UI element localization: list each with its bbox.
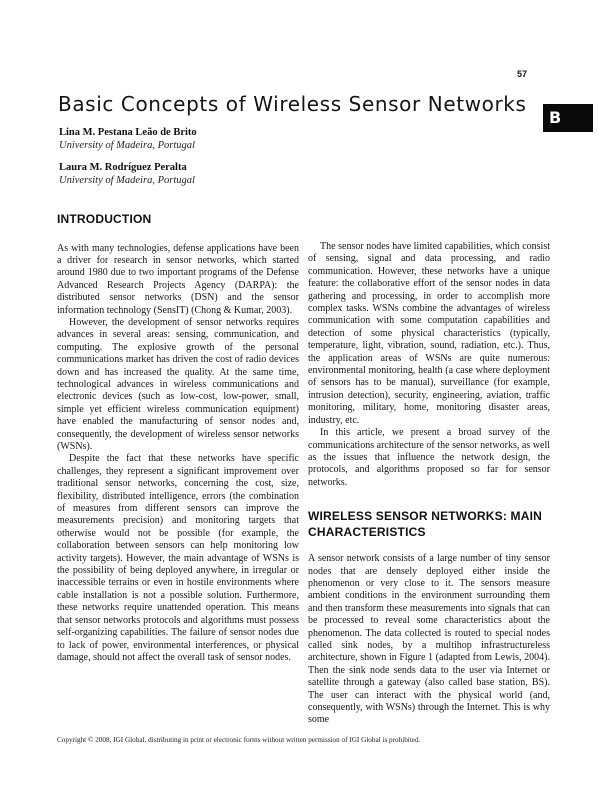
- section-tab-letter: B: [549, 108, 562, 127]
- body-paragraph: In this article, we present a broad survey of the communications architecture of the sensor networks, as well as the issues that influence the network design, the protocols, and algorithms proposed so far for sensor networks.: [308, 427, 550, 488]
- authors-block: [59, 127, 197, 197]
- left-column: [57, 212, 299, 727]
- page-number: 57: [517, 69, 528, 79]
- body-paragraph: However, the development of sensor networks requires advances in several areas: sensing, communication, and computing. The explosive growth of the personal communications market has driven the cost of radio devices down and has increased the quality. At the same time, technological advances in wireless communications and electronic devices (such as low-cost, low-power, small, simple yet efficient wireless communication equipment) have enabled the manufacturing of sensor nodes and, consequently, the development of wireless sensor networks (WSNs).: [57, 316, 299, 452]
- author: [59, 127, 197, 152]
- body-paragraph: Despite the fact that these networks have specific challenges, they represent a significant improvement over traditional sensor networks, concerning the cost, size, flexibility, distributed intelligence, errors (the combination of measures from different sensors can improve the measurements precision) and monitoring targets that otherwise would not be possible (for example, the collaboration between sensors can help monitoring low activity targets). However, the main advantage of WSNs is the possibility of being deployed anywhere, in irregular or inaccessible terrains or even in hostile environments where cable installation is not a possible solution. Furthermore, these networks require unattended operation. This means that sensor networks protocols and algorithms must possess self-organizing capabilities. The failure of sensor nodes due to lack of power, environmental interferences, or physical damage, should not affect the overall task of sensor nodes.: [57, 453, 299, 663]
- copyright-notice: Copyright © 2008, IGI Global, distributing in print or electronic forms without written permission of IGI Global is prohibited.: [57, 736, 421, 744]
- page-title: Basic Concepts of Wireless Sensor Networks: [58, 92, 527, 116]
- section-thumb-tab: [543, 104, 593, 132]
- two-column-body: [57, 212, 550, 727]
- body-paragraph: As with many technologies, defense applications have been a driver for research in sensor networks, which started around 1980 due to two important programs of the Defense Advanced Research Projects Agency (DARPA): the distributed sensor networks (DSN) and the sensor information technology (SensIT) (Chong & Kumar, 2003).: [57, 242, 299, 316]
- section-heading-wsn-characteristics: WIRELESS SENSOR NETWORKS: MAIN CHARACTERISTICS: [308, 509, 543, 539]
- section-heading-introduction: INTRODUCTION: [57, 212, 152, 226]
- author: [59, 162, 197, 187]
- author-affiliation: University of Madeira, Portugal: [59, 139, 195, 151]
- body-paragraph: A sensor network consists of a large number of tiny sensor nodes that are densely deployed either inside the phenomenon or very close to it. The sensors measure ambient conditions in the environment surrounding them and then transform these measurements into signals that can be processed to reveal some characteristics about the phenomenon. The data collected is routed to special nodes called sink nodes, by a multihop infrastructureless architecture, shown in Figure 1 (adapted from Lewis, 2004). Then the sink node sends data to the user via Internet or satellite through a gateway (also called base station, BS). The user can interact with the physical world (and, consequently, with WSNs) through the Internet. This is why some: [308, 553, 550, 726]
- right-column: [308, 212, 550, 727]
- author-name: Lina M. Pestana Leão de Brito: [59, 127, 197, 138]
- body-paragraph: The sensor nodes have limited capabilities, which consist of sensing, signal and data processing, and radio communication. However, these networks have a unique feature: the collaborative effort of the sensor nodes in data gathering and processing, in order to accomplish more complex tasks. WSNs combine the advantages of wireless communication with some computation capabilities and detection of some physical characteristics (typically, temperature, light, vibration, sound, radiation, etc.). Thus, the application areas of WSNs are quite numerous: environmental monitoring, health (a case where deployment of sensors has to be manual), surveillance (for example, intrusion detection), security, engineering, aviation, traffic monitoring, military, home, monitoring disaster areas, industry, etc.: [308, 241, 550, 426]
- author-name: Laura M. Rodríguez Peralta: [59, 162, 187, 173]
- author-affiliation: University of Madeira, Portugal: [59, 174, 195, 186]
